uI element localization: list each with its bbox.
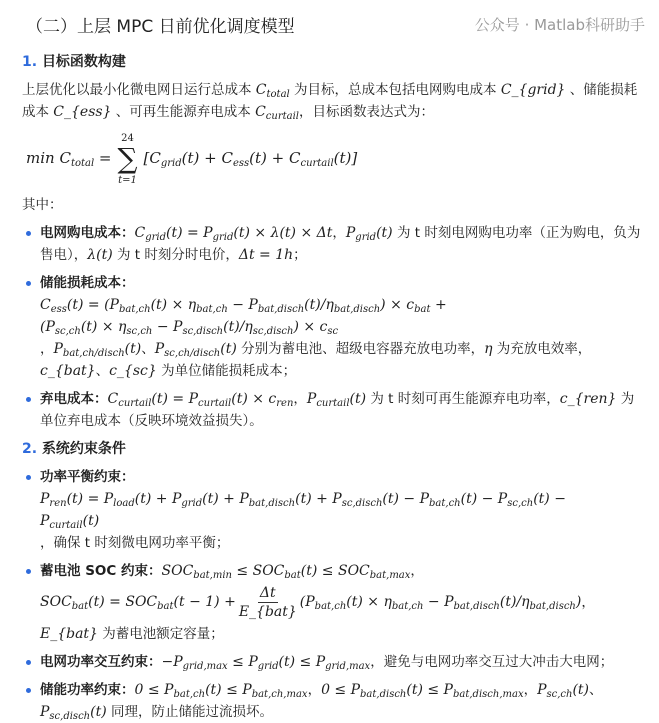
text: ，确保 t 时刻微电网功率平衡；: [40, 534, 230, 551]
objective-formula: [26, 133, 643, 186]
math: $C_{ess}(t) = (P_{bat,ch}(t) \times \eta_{bat,ch} - P_{bat,disch}(t)/\eta_{bat,disch}) \times c_{bat}$ +: [40, 296, 447, 315]
text: 为目标，总成本包括电网购电成本: [294, 82, 497, 98]
list-item: [22, 560, 643, 645]
math: $\min C_{total}$ =: [26, 149, 112, 170]
math: $P_{curtail}(t)$: [306, 390, 367, 409]
text: ，: [581, 594, 595, 611]
text: ，: [307, 681, 322, 698]
text: 为充放电效率，: [496, 340, 592, 357]
sum-upper: 24: [121, 133, 134, 144]
text: 同理，防止储能过流损坏。: [110, 703, 273, 720]
item-label: 电网功率交互约束：: [40, 653, 162, 670]
text: ，目标函数表达式为：: [299, 104, 434, 120]
numerator: Δt: [259, 584, 276, 601]
math: $P_{sc,ch/disch}(t)$: [154, 340, 237, 359]
math: η: [484, 340, 493, 357]
math: Δt = 1h: [238, 246, 294, 263]
item-label: 弃电成本：: [40, 390, 108, 407]
text: 、可再生能源弃电成本: [115, 104, 251, 120]
text: 为 t 时刻可再生能源弃电功率，: [370, 390, 560, 407]
math: E_{bat}: [40, 625, 98, 642]
math: $P_{curtail}(t)$: [40, 512, 100, 531]
objective-intro: [22, 79, 643, 123]
text: 为单位储能损耗成本；: [161, 362, 297, 379]
item-label: 蓄电池 SOC 约束：: [40, 562, 162, 579]
math: $P_{grid}(t)$: [345, 224, 393, 243]
text: ，: [332, 224, 346, 241]
denominator: E_{bat}: [238, 603, 297, 620]
text: 为单位弃电成本（反映环境效益损失）。: [40, 390, 635, 429]
math: $SOC_{bat}(t) = SOC_{bat}(t - 1)$ +: [40, 594, 236, 613]
math: $(P_{bat,ch}(t) \times \eta_{bat,ch} - P_{bat,disch}(t)/\eta_{bat,disch})$: [299, 594, 582, 613]
math: $C_{total}$: [255, 82, 290, 100]
item-label: 储能损耗成本：: [40, 274, 135, 291]
heading-number: 2.: [22, 440, 38, 457]
heading-label: 目标函数构建: [41, 54, 126, 70]
heading-label: 系统约束条件: [41, 440, 126, 457]
item-label: 储能功率约束：: [40, 681, 135, 698]
heading-objective: [22, 51, 643, 71]
sum-symbol: 24 ∑ t=1: [117, 133, 138, 186]
text: ，: [410, 562, 424, 579]
section-title: （二）上层 MPC 日前优化调度模型: [26, 17, 295, 37]
list-item: [22, 388, 643, 432]
math: $0 \le P_{bat,ch}(t) \le P_{bat,ch,max}$: [134, 681, 308, 700]
watermark: 公众号 · Matlab科研助手: [474, 16, 645, 34]
list-item: [22, 679, 643, 723]
math: $P_{ren}(t) = P_{load}(t) + P_{grid}(t) + P_{bat,disch}(t) + P_{sc,disch}(t) - P_{bat,ch}(t) - P_{sc,ch}(t)$ −: [40, 490, 566, 509]
text: 、: [589, 681, 603, 698]
text: 、: [95, 362, 110, 379]
math: $SOC_{bat,min} \le SOC_{bat}(t) \le SOC_{bat,max}$: [161, 562, 411, 581]
math: $P_{sc,disch}(t)$: [40, 703, 107, 722]
cost-list: [22, 222, 643, 432]
math: λ(t): [87, 246, 113, 263]
text: 为蓄电池额定容量；: [102, 625, 224, 642]
math: C_{grid}: [500, 82, 566, 98]
math: $C_{curtail}(t) = P_{curtail}(t) \times c_{ren}$: [107, 390, 294, 409]
text: ，: [40, 340, 54, 357]
heading-number: 1.: [22, 54, 38, 70]
item-label: 功率平衡约束：: [40, 468, 135, 485]
item-label: 电网购电成本：: [40, 224, 135, 241]
constraint-list: [22, 466, 643, 723]
text: 分别为蓄电池、超级电容器充放电功率，: [241, 340, 485, 357]
list-item: [22, 222, 643, 266]
math: $[C_{grid}(t) + C_{ess}(t) + C_{curtail}(t)]$: [143, 149, 358, 170]
math: $-P_{grid,max} \le P_{grid}(t) \le P_{grid,max}$: [161, 653, 371, 672]
text: 、: [141, 340, 155, 357]
math: c_{ren}: [559, 390, 617, 407]
text: ，避免与电网功率交互过大冲击大电网；: [370, 653, 614, 670]
math: $P_{bat,ch/disch}(t)$: [53, 340, 142, 359]
math: c_{sc}: [109, 362, 157, 379]
math: $C_{grid}(t) = P_{grid}(t) \times \lambda(t) \times \Delta t$: [134, 224, 333, 243]
heading-constraints: [22, 438, 643, 458]
math: $(P_{sc,ch}(t) \times \eta_{sc,ch} - P_{sc,disch}(t)/\eta_{sc,disch}) \times c_{sc}$: [40, 318, 339, 337]
math: $C_{curtail}$: [255, 104, 299, 122]
text: 为 t 时刻分时电价，: [116, 246, 239, 263]
fraction: [239, 584, 297, 621]
text: 为 t 时刻电网购电功率（正为购电，负为售电），: [40, 224, 641, 263]
list-item: [22, 272, 643, 382]
math: $P_{sc,ch}(t)$: [537, 681, 590, 700]
where-label: 其中：: [22, 196, 63, 213]
list-item: [22, 651, 643, 673]
text: ；: [293, 246, 307, 263]
math: C_{ess}: [53, 104, 112, 120]
text: 上层优化以最小化微电网日运行总成本: [22, 82, 252, 98]
list-item: [22, 466, 643, 554]
text: ，: [523, 681, 538, 698]
math: $0 \le P_{bat,disch}(t) \le P_{bat,disch,max}$: [321, 681, 524, 700]
text: ，: [293, 390, 307, 407]
math: c_{bat}: [40, 362, 96, 379]
sum-lower: t=1: [118, 174, 137, 186]
text: 、储能损耗成本: [22, 82, 638, 120]
